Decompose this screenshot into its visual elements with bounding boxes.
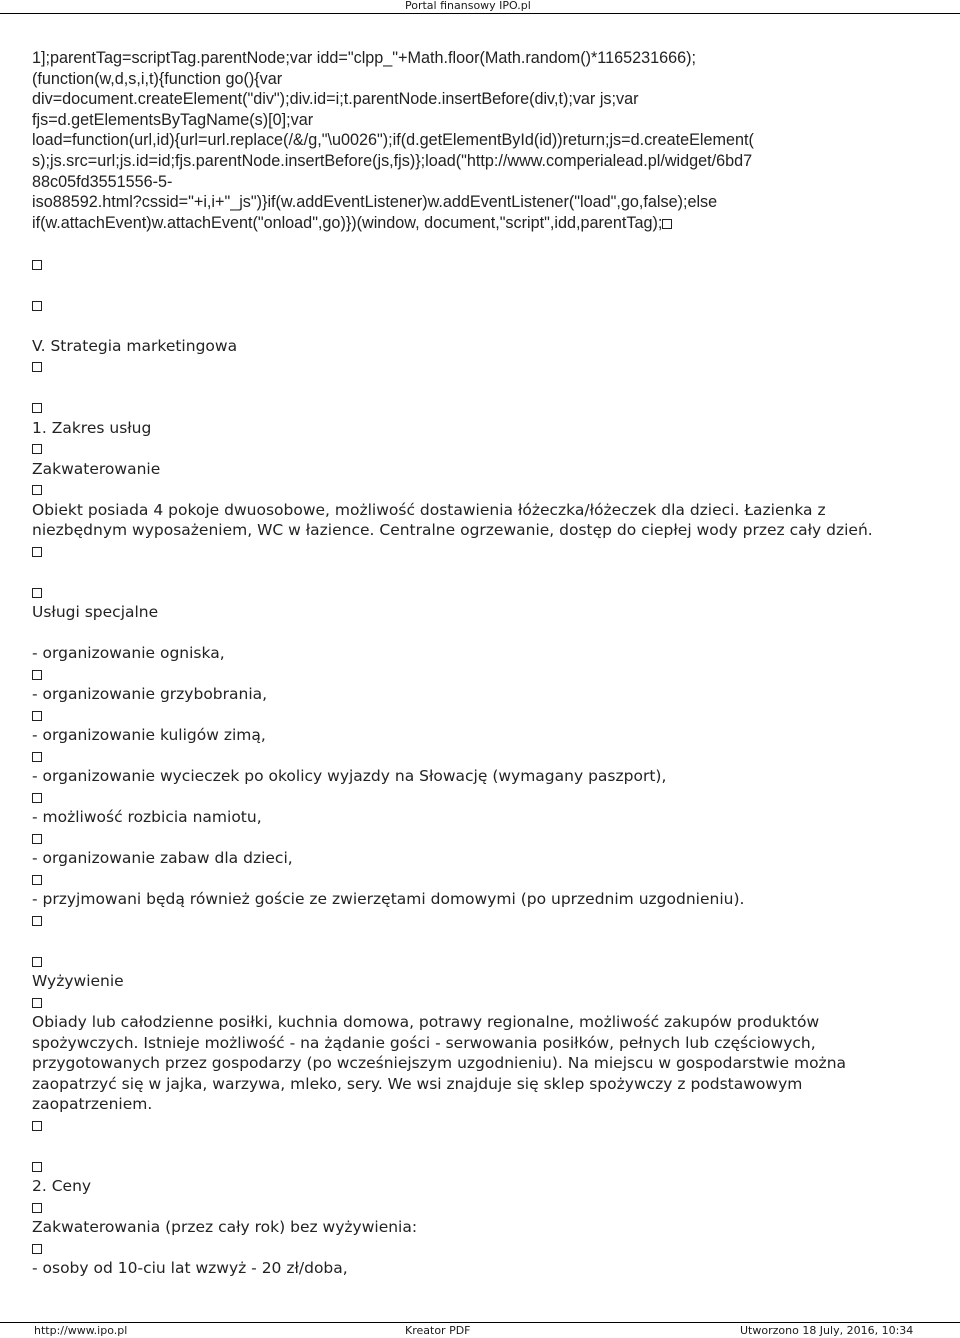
list-item: - możliwość rozbicia namiotu, <box>32 808 262 827</box>
missing-glyph-box-icon <box>32 1121 42 1131</box>
missing-glyph-box-icon <box>32 547 42 557</box>
code-line <box>32 213 922 234</box>
prices-heading: Zakwaterowania (przez cały rok) bez wyżywienia: <box>32 1218 418 1237</box>
list-item: - organizowanie kuligów zimą, <box>32 726 266 745</box>
footer-divider <box>0 1322 960 1323</box>
accommodation-paragraph: Obiekt posiada 4 pokoje dwuosobowe, możliwość dostawienia łóżeczka/łóżeczek dla dzieci. Łazienka z niezbędnym wyposażeniem, WC w łazience. Centralne ogrzewanie, dostęp do ciepłej wody przez cały dzień. <box>32 500 873 540</box>
page-header <box>0 0 960 13</box>
list-item: - organizowanie zabaw dla dzieci, <box>32 849 293 868</box>
code-line: div=document.createElement("div");div.id=i;t.parentNode.insertBefore(div,t);var js;var <box>32 90 639 109</box>
code-line: s);js.src=url;js.id=id;fjs.parentNode.insertBefore(js,fjs)};load("http://www.comperialead.pl/widget/6bd7 <box>32 151 753 170</box>
missing-glyph-box-icon <box>32 444 42 454</box>
list-item: - organizowanie grzybobrania, <box>32 685 268 704</box>
code-line: fjs=d.getElementsByTagName(s)[0];var <box>32 110 314 129</box>
script-code-block <box>32 48 922 233</box>
food-heading: Wyżywienie <box>32 972 124 991</box>
services-heading: Usługi specjalne <box>32 603 159 622</box>
missing-glyph-box-icon <box>32 1203 42 1213</box>
missing-glyph-box-icon <box>32 998 42 1008</box>
missing-glyph-box-icon <box>32 957 42 967</box>
missing-glyph-box-icon <box>32 1244 42 1254</box>
missing-glyph-box-icon <box>32 403 42 413</box>
missing-glyph-box-icon <box>32 793 42 803</box>
document-body <box>32 48 922 1279</box>
missing-glyph-box-icon <box>32 752 42 762</box>
missing-glyph-box-icon <box>32 875 42 885</box>
subsection-title: 1. Zakres usług <box>32 418 152 437</box>
list-item: - organizowanie ogniska, <box>32 644 225 663</box>
missing-glyph-box-icon <box>32 362 42 372</box>
missing-glyph-box-icon <box>32 670 42 680</box>
code-line: iso88592.html?cssid="+i,i+"_js")}if(w.addEventListener)w.addEventListener("load",go,false);else <box>32 193 718 212</box>
missing-glyph-box-icon <box>32 301 42 311</box>
code-line: 1];parentTag=scriptTag.parentNode;var idd="clpp_"+Math.floor(Math.random()*1165231666); <box>32 49 697 67</box>
food-paragraph: Obiady lub całodzienne posiłki, kuchnia domowa, potrawy regionalne, możliwość zakupów produktów spożywczych. Istnieje możliwość - na żądanie gości - serwowania posiłków, pełnych lub częściowych, przygotowanych przez gospodarzy (po wcześniejszym uzgodnieniu). Na miejscu w gospodarstwie można zaopatrzyć się w jajka, warzywa, mleko, sery. We wsi znajduje się sklep spożywczy z podstawowym zaopatrzeniem. <box>32 1013 847 1114</box>
price-item: - osoby od 10-ciu lat wzwyż - 20 zł/doba, <box>32 1259 348 1278</box>
page-footer <box>0 1322 960 1338</box>
list-item: - organizowanie wycieczek po okolicy wyjazdy na Słowację (wymagany paszport), <box>32 767 667 786</box>
missing-glyph-box-icon <box>662 219 672 229</box>
footer-created: Utworzono 18 July, 2016, 10:34 <box>740 1324 914 1337</box>
accommodation-heading: Zakwaterowanie <box>32 459 161 478</box>
section-title: V. Strategia marketingowa <box>32 336 238 355</box>
subsection-title: 2. Ceny <box>32 1177 92 1196</box>
missing-glyph-box-icon <box>32 588 42 598</box>
header-title: Portal finansowy IPO.pl <box>405 0 531 12</box>
footer-creator: Kreator PDF <box>405 1324 471 1337</box>
code-line-text: if(w.attachEvent)w.attachEvent("onload",go)})(window, document,"script",idd,parentTag); <box>32 213 663 232</box>
code-line: (function(w,d,s,i,t){function go(){var <box>32 69 283 88</box>
missing-glyph-box-icon <box>32 260 42 270</box>
code-line: 88c05fd3551556-5- <box>32 172 173 191</box>
missing-glyph-box-icon <box>32 1162 42 1172</box>
footer-url: http://www.ipo.pl <box>34 1324 128 1337</box>
list-item: - przyjmowani będą również goście ze zwierzętami domowymi (po uprzednim uzgodnieniu). <box>32 890 745 909</box>
missing-glyph-box-icon <box>32 916 42 926</box>
header-divider <box>0 13 960 14</box>
missing-glyph-box-icon <box>32 834 42 844</box>
missing-glyph-box-icon <box>32 485 42 495</box>
missing-glyph-box-icon <box>32 711 42 721</box>
code-line: load=function(url,id){url=url.replace(/&/g,"\u0026");if(d.getElementById(id))return;js=d.createElement( <box>32 131 754 150</box>
